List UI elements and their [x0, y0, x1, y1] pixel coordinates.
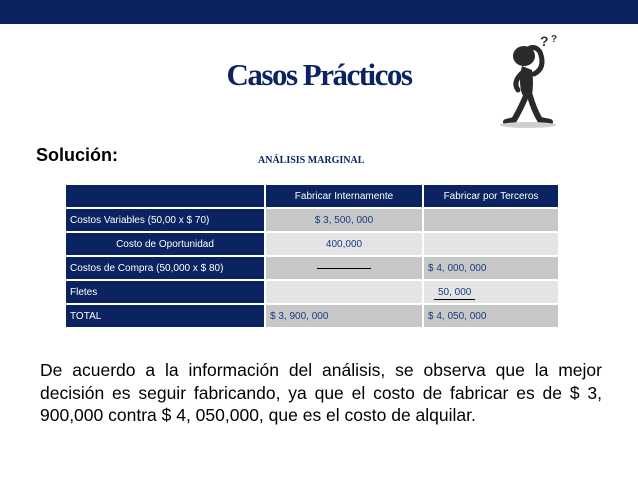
third-party-cost-cell: $ 4, 000, 000 [424, 257, 558, 279]
table-row [66, 281, 558, 303]
row-label: Costo de Oportunidad [66, 233, 264, 255]
internal-cost-cell [266, 281, 422, 303]
table-row [66, 233, 558, 255]
internal-cost-cell: 400,000 [266, 233, 422, 255]
table-title: ANÁLISIS MARGINAL [258, 155, 365, 166]
third-party-cost-cell: $ 4, 050, 000 [424, 305, 558, 327]
marginal-analysis-table [64, 183, 560, 329]
solution-heading: Solución: [36, 145, 118, 165]
svg-text:?: ? [551, 34, 558, 45]
table-row [66, 305, 558, 327]
third-party-cost-cell [424, 281, 558, 303]
table-row [66, 257, 558, 279]
underline-rule [317, 268, 371, 269]
header-cell-internal: Fabricar Internamente [266, 185, 422, 207]
third-party-cost-cell [424, 209, 558, 231]
conclusion-text: De acuerdo a la información del análisis, se observa que la mejor decisión es seguir fabricando, ya que el costo de fabricar es de $ 3, 900,000 contra $ 4, 050,000, que es el costo de alquilar. [40, 360, 602, 425]
row-label: Costos de Compra (50,000 x $ 80) [66, 257, 264, 279]
thinking-person-icon [496, 30, 586, 130]
slide-title: Casos Prácticos [226, 57, 412, 92]
third-party-cost-cell [424, 233, 558, 255]
table-header-row [66, 185, 558, 207]
row-label: Costos Variables (50,00 x $ 70) [66, 209, 264, 231]
top-bar [0, 0, 638, 24]
internal-cost-cell: $ 3, 900, 000 [266, 305, 422, 327]
header-cell-third-party: Fabricar por Terceros [424, 185, 558, 207]
row-label: TOTAL [66, 305, 264, 327]
table-row [66, 209, 558, 231]
internal-cost-cell [266, 257, 422, 279]
svg-text:?: ? [540, 33, 549, 49]
header-cell-empty [66, 185, 264, 207]
row-label: Fletes [66, 281, 264, 303]
freight-value: 50, 000 [434, 287, 475, 300]
internal-cost-cell: $ 3, 500, 000 [266, 209, 422, 231]
